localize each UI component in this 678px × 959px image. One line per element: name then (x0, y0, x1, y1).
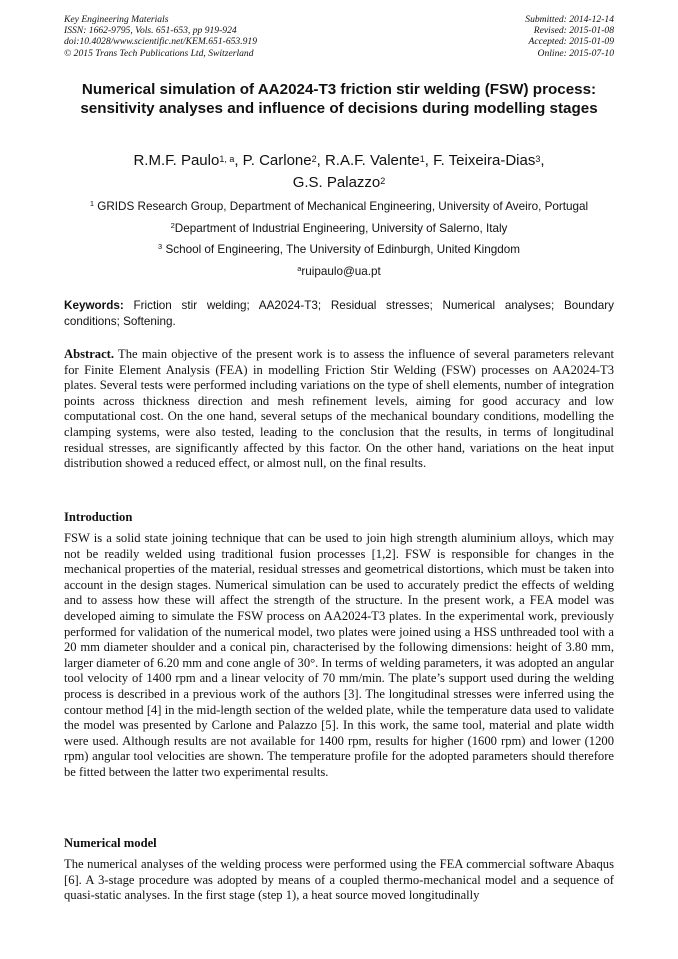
introduction-paragraph: FSW is a solid state joining technique that can be used to join high strength aluminium alloys, which may not be readily welded using traditional fusion processes [1,2]. FSW is responsible for changes in the mechanical properties of the material, residual stresses and geometrical distortions, which must be taken into account in the design stages. Numerical simulation can be used to accurately predict the effects of welding and to assess how these will affect the strength of the structure. In the present work, a FEA model was developed aiming to simulate the FSW process on AA2024-T3 plates. In the experimental work, previously performed for validation of the numerical model, two plates were joined using a HSS unthreaded tool with a 20 mm diameter shoulder and a conical pin, characterised by the following dimensions: height of 3.80 mm, larger diameter of 6.20 mm and cone angle of 30°. In terms of welding parameters, it was adopted an angular tool velocity of 1400 rpm and a linear velocity of 70 mm/min. The plate’s support used during the welding process is described in a previous work of the authors [3]. The longitudinal stresses were inferred using the contour method [4] in the mid-length section of the welded plate, while the temperature data used to validate the model was presented by Carlone and Palazzo [5]. In this work, the same tool, material and plate width were used. Although results are not available for 1400 rpm, results for higher (1600 rpm) and lower (1200 rpm) angular tool velocities are shown. The temperature profile for the adopted parameters should therefore be fitted between the latter two experimental results. (64, 531, 614, 779)
author-line-1 (64, 150, 614, 172)
affiliation-2 (40, 222, 638, 236)
author-affiliation-mark: 2 (311, 154, 317, 164)
affiliation-text: GRIDS Research Group, Department of Mechanical Engineering, University of Aveiro, Portugal (94, 200, 589, 213)
author-name: , F. Teixeira-Dias (424, 152, 536, 169)
author-affiliation-mark: 3 (535, 154, 541, 164)
author-affiliation-mark: 1 (419, 154, 425, 164)
author-list (64, 150, 614, 194)
keywords-label: Keywords: (64, 299, 124, 312)
numerical-model-heading: Numerical model (64, 836, 157, 850)
paper-title (40, 80, 638, 118)
keywords-block (64, 298, 614, 329)
publication-dates (525, 14, 614, 59)
author-name: R.M.F. Paulo (133, 152, 220, 169)
email-text: ruipaulo@ua.pt (301, 265, 381, 278)
abstract-text: The main objective of the present work is to assess the influence of several parameters relevant for Finite Element Analysis (FEA) in modelling Friction Stir Welding (FSW) processes on AA2024-T3 plates. Several tests were performed including variations on the type of shell elements, number of integration points across thickness direction and mesh refinement levels, aiming for good accuracy and low computational cost. On the one hand, several setups of the mechanical boundary conditions, modelling the clamping systems, were also tested, leading to the conclusion that the results, in terms of longitudinal residual stresses, are significantly affected by this factor. On the other hand, variations on the heat input distribution showed a reduced effect, or almost null, on the final results. (64, 347, 614, 471)
affiliation-mark: 1 (89, 199, 95, 208)
numerical-model-paragraph: The numerical analyses of the welding process were performed using the FEA commercial software Abaqus [6]. A 3-stage procedure was adopted by means of a coupled thermo-mechanical model and a sequence of quasi-static analyses. In the first stage (step 1), a heat source moved longitudinally (64, 857, 614, 903)
corresponding-email (40, 265, 638, 279)
keywords-text: Friction stir welding; AA2024-T3; Residual stresses; Numerical analyses; Boundary conditions; Softening. (64, 299, 614, 328)
journal-copyright: © 2015 Trans Tech Publications Ltd, Switzerland (64, 47, 254, 59)
affiliation-text: Department of Industrial Engineering, University of Salerno, Italy (174, 222, 508, 235)
affiliation-3 (40, 243, 638, 257)
author-line-2 (64, 172, 614, 194)
journal-info (64, 14, 257, 59)
affiliation-mark: a (297, 264, 302, 273)
author-separator: , (540, 152, 545, 169)
date-accepted: Accepted: 2015-01-09 (528, 36, 614, 48)
author-name: , P. Carlone (234, 152, 312, 169)
affiliation-mark: 2 (170, 221, 175, 230)
affiliation-text: School of Engineering, The University of Edinburgh, United Kingdom (162, 243, 520, 256)
date-revised: Revised: 2015-01-08 (533, 25, 614, 37)
title-line-2: sensitivity analyses and influence of decisions during modelling stages (80, 100, 598, 117)
affiliation-1 (40, 200, 638, 214)
introduction-heading: Introduction (64, 510, 133, 524)
author-name: G.S. Palazzo (292, 174, 381, 191)
author-affiliation-mark: 2 (380, 176, 386, 186)
author-affiliation-mark: 1, a (219, 154, 235, 164)
date-online: Online: 2015-07-10 (537, 47, 614, 59)
author-name: , R.A.F. Valente (316, 152, 420, 169)
journal-doi: doi:10.4028/www.scientific.net/KEM.651-653.919 (64, 36, 258, 48)
date-submitted: Submitted: 2014-12-14 (525, 14, 614, 25)
abstract-label: Abstract. (64, 347, 115, 361)
title-line-1: Numerical simulation of AA2024-T3 friction stir welding (FSW) process: (81, 81, 597, 98)
journal-name: Key Engineering Materials (64, 14, 169, 25)
journal-issn: ISSN: 1662-9795, Vols. 651-653, pp 919-924 (64, 25, 237, 37)
abstract-paragraph (64, 347, 614, 472)
affiliation-mark: 3 (158, 242, 163, 251)
